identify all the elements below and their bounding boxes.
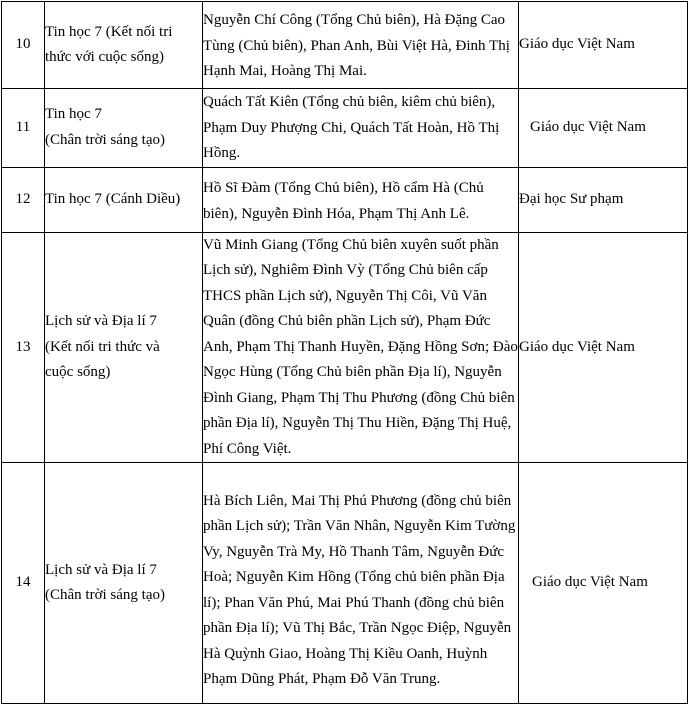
table-row (2, 463, 688, 704)
table-row (2, 89, 688, 168)
authors-line: Nguyễn Chí Công (Tổng Chủ biên), Hà Đặng Cao (203, 12, 506, 29)
authors-line: Phạm Duy Phượng Chi, Quách Tất Hoàn, Hồ Thị (203, 119, 500, 136)
publisher-cell: Đại học Sư phạm (519, 167, 688, 232)
authors-line: Hồ Sĩ Đàm (Tổng Chủ biên), Hồ cẩm Hà (Chủ (203, 180, 484, 196)
book-title-line: thức với cuộc sống) (45, 49, 164, 65)
authors-line: phần Địa lí), Nguyễn Thị Thu Hiền, Đặng Thị Huệ, (203, 415, 512, 431)
book-title-line: Tin học 7 (Kết nối tri (45, 23, 173, 40)
book-title-line: Lịch sử và Địa lí 7 (45, 561, 157, 578)
book-title-line: (Kết nối tri thức và (45, 338, 160, 355)
authors-cell (203, 2, 519, 89)
row-number: 11 (2, 89, 45, 168)
authors-line: Quách Tất Kiên (Tổng chủ biên, kiêm chủ biên), (203, 94, 496, 110)
book-title-line: Tin học 7 (Cánh Diều) (45, 190, 181, 207)
authors-line: Hà Bích Liên, Mai Thị Phú Phương (đồng chủ biên (203, 492, 512, 509)
authors-cell (203, 232, 519, 463)
publisher-cell: Giáo dục Việt Nam (519, 89, 688, 168)
authors-line: Anh, Phạm Thị Thanh Huyền, Đặng Hồng Sơn; Đào (203, 338, 518, 355)
book-title (45, 232, 203, 463)
book-title (45, 89, 203, 168)
authors-line: Hoà; Nguyễn Kim Hồng (Tổng chủ biên phần Địa (203, 569, 505, 585)
table-row (2, 167, 688, 232)
row-number: 12 (2, 167, 45, 232)
book-title-line: cuộc sống) (45, 364, 111, 380)
table-row (2, 232, 688, 463)
authors-cell (203, 89, 519, 168)
book-title (45, 167, 203, 232)
authors-line: Hồng. (203, 145, 241, 161)
table-row (2, 2, 688, 89)
authors-line: phần Lịch sử); Trần Văn Nhân, Nguyễn Kim Tường (203, 518, 516, 534)
authors-line: Quân (đồng Chủ biên phần Lịch sử), Phạm Đức (203, 313, 491, 329)
authors-line: Vũ Minh Giang (Tổng Chủ biên xuyên suốt phần (203, 236, 499, 253)
authors-line: Phí Công Việt. (203, 440, 292, 457)
authors-line: Vy, Nguyễn Trà My, Hồ Thanh Tâm, Nguyễn Đức (203, 543, 505, 560)
book-title-line: (Chân trời sáng tạo) (45, 131, 165, 148)
publisher-cell: Giáo dục Việt Nam (519, 2, 688, 89)
book-title-line: Tin học 7 (45, 106, 102, 123)
authors-line: biên), Nguyễn Đình Hóa, Phạm Thị Anh Lê. (203, 205, 470, 222)
book-title (45, 2, 203, 89)
authors-line: Tùng (Chủ biên), Phan Anh, Bùi Việt Hà, Đinh Thị (203, 37, 510, 54)
authors-line: Phạm Dũng Phát, Phạm Đỗ Văn Trung. (203, 671, 441, 687)
row-number: 13 (2, 232, 45, 463)
authors-line: Hà Quỳnh Giao, Hoàng Thị Kiều Oanh, Huỳnh (203, 645, 488, 662)
authors-line: THCS phần Lịch sử), Nguyễn Thị Côi, Vũ Văn (203, 287, 487, 304)
authors-line: lí); Phan Văn Phú, Mai Phú Thanh (đồng chủ biên (203, 594, 505, 611)
textbook-table (1, 1, 688, 704)
authors-line: Đình Giang, Phạm Thị Thu Phương (đồng Chủ biên (203, 389, 515, 406)
book-title (45, 463, 203, 704)
row-number: 14 (2, 463, 45, 704)
book-title-line: Lịch sử và Địa lí 7 (45, 313, 157, 329)
row-number: 10 (2, 2, 45, 89)
publisher-cell: Giáo dục Việt Nam (519, 232, 688, 463)
authors-cell (203, 463, 519, 704)
authors-line: Ngọc Hùng (Tổng Chủ biên phần Địa lí), Nguyễn (203, 364, 502, 380)
book-title-line: (Chân trời sáng tạo) (45, 587, 165, 603)
authors-line: Hạnh Mai, Hoàng Thị Mai. (203, 63, 367, 80)
table-body (2, 2, 688, 704)
authors-line: Lịch sử), Nghiêm Đình Vỳ (Tổng Chủ biên cấp (203, 262, 488, 278)
publisher-cell: Giáo dục Việt Nam (519, 463, 688, 704)
authors-cell (203, 167, 519, 232)
authors-line: phần Địa lí); Vũ Thị Bắc, Trần Ngọc Điệp, Nguyễn (203, 620, 512, 636)
